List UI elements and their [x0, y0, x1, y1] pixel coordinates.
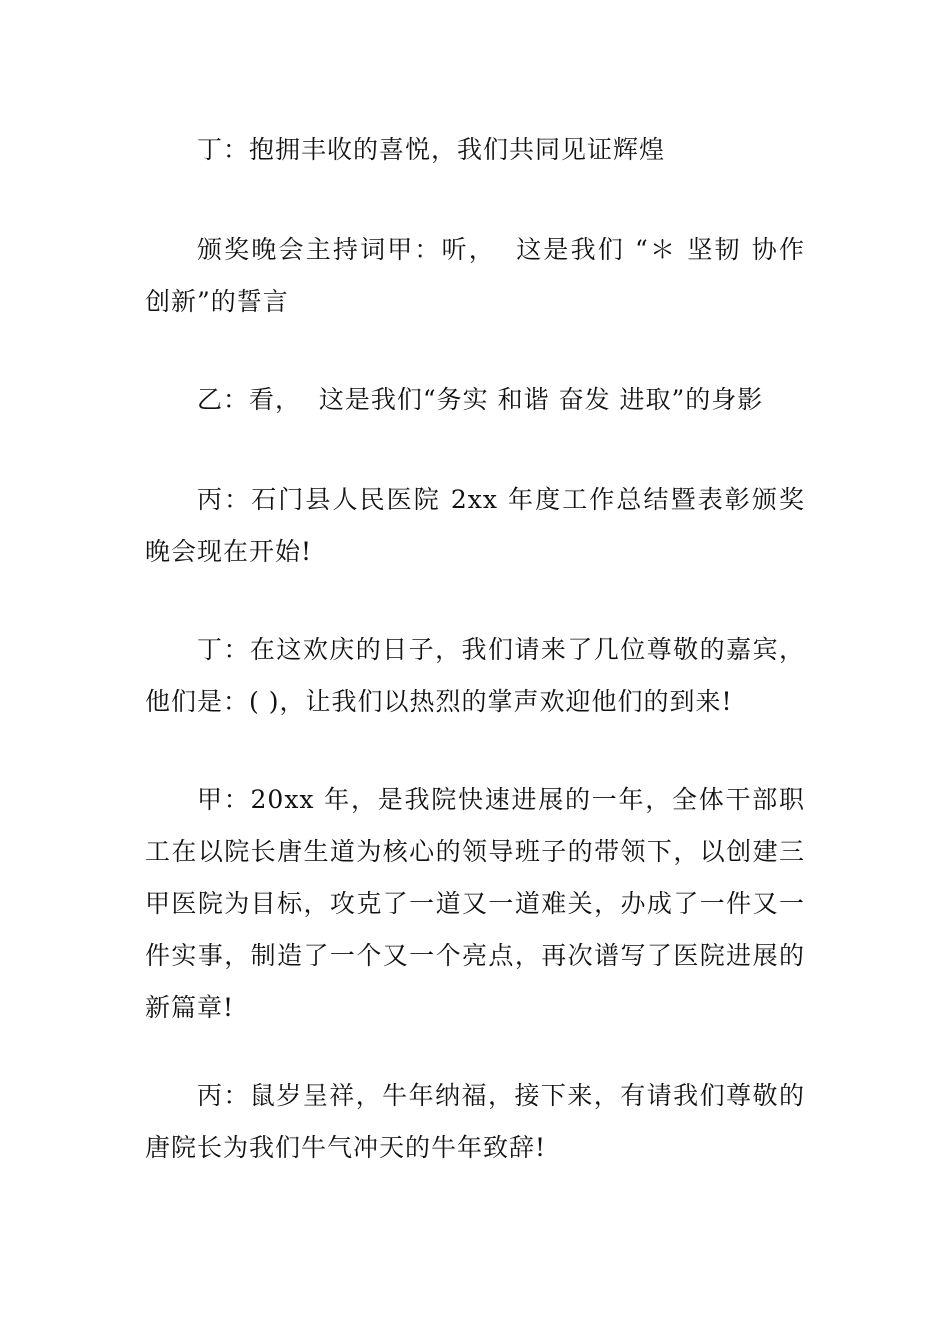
paragraph-bing-speech: 丙：鼠岁呈祥，牛年纳福，接下来，有请我们尊敬的唐院长为我们牛气冲天的牛年致辞! — [145, 1081, 805, 1162]
paragraph-bing-start: 丙：石门县人民医院 2xx 年度工作总结暨表彰颁奖晚会现在开始! — [145, 485, 805, 566]
paragraph-yi-look: 乙：看， 这是我们“务实 和谐 奋发 进取”的身影 — [197, 385, 764, 414]
paragraph-jia-listen: 颁奖晚会主持词甲：听， 这是我们 “＊ 坚韧 协作 创新”的誓言 — [145, 235, 814, 316]
paragraph-jia-review: 甲：20xx 年，是我院快速进展的一年，全体干部职工在以院长唐生道为核心的领导班子的带领下，以创建三甲医院为目标，攻克了一道又一道难关，办成了一件又一件实事，制造了一个又一个亮点，再次谱写了医院进展的新篇章! — [145, 785, 805, 1022]
paragraph-ding-guests: 丁：在这欢庆的日子，我们请来了几位尊敬的嘉宾，他们是：( )，让我们以热烈的掌声欢迎他们的到来! — [145, 635, 805, 716]
paragraph-ding-opening: 丁：抱拥丰收的喜悦，我们共同见证辉煌 — [197, 135, 666, 164]
